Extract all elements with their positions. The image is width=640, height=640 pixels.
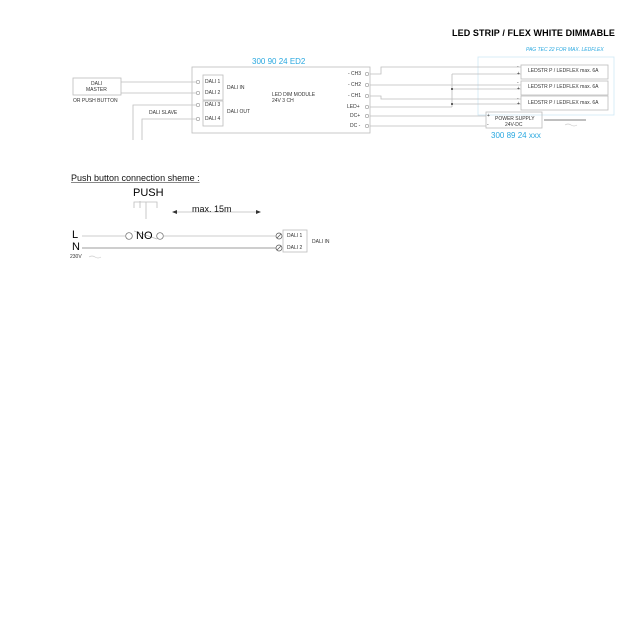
module-input-dali2: DALI 2 bbox=[205, 90, 221, 96]
output-ch1: - CH1 bbox=[348, 93, 362, 99]
push-dali1-label: DALI 1 bbox=[287, 233, 303, 239]
output-led-plus: LED+ bbox=[347, 104, 360, 110]
line-n-label: N bbox=[72, 241, 80, 253]
no-contact-label: NO bbox=[136, 230, 153, 242]
master-label-line2: MASTER bbox=[86, 87, 107, 93]
push-scheme-title: Push button connection sheme : bbox=[71, 173, 200, 183]
line-l-label: L bbox=[72, 229, 79, 241]
output-dc-plus: DC+ bbox=[350, 113, 361, 119]
ledstrip-1-label: LEDSTR P / LEDFLEX max. 6A bbox=[528, 68, 599, 74]
module-name-line2: 24V 3 CH bbox=[272, 98, 294, 104]
psu-plus: + bbox=[487, 113, 490, 119]
ledstrip-2-plus: + bbox=[517, 86, 520, 92]
module-input-dali4: DALI 4 bbox=[205, 116, 221, 122]
distance-label: max. 15m bbox=[192, 204, 232, 214]
module-name-line1: LED DIM MODULE bbox=[272, 92, 316, 98]
dali-slave-label: DALI SLAVE bbox=[149, 110, 178, 116]
diagram-title: LED STRIP / FLEX WHITE DIMMABLE bbox=[452, 28, 615, 38]
push-label: PUSH bbox=[133, 187, 164, 199]
ledstrip-3-plus: + bbox=[517, 101, 520, 107]
output-dc-minus: DC - bbox=[350, 123, 361, 129]
module-input-dali3: DALI 3 bbox=[205, 102, 221, 108]
psu-minus: - bbox=[487, 122, 489, 128]
ledstrip-3-label: LEDSTR P / LEDFLEX max. 6A bbox=[528, 100, 599, 106]
psu-code: 300 89 24 xxx bbox=[491, 131, 541, 140]
psu-label-line2: 24V-DC bbox=[505, 122, 523, 128]
dali-out-group-label: DALI OUT bbox=[227, 109, 251, 115]
push-dali2-label: DALI 2 bbox=[287, 245, 303, 251]
push-dali-in-label: DALI IN bbox=[312, 239, 330, 245]
ledstrip-3-minus: - bbox=[517, 96, 519, 102]
master-alt-label: OR PUSH BUTTON bbox=[73, 98, 118, 104]
ledstrip-1-minus: - bbox=[517, 64, 519, 70]
ledflex-note: PAG TEC 22 FOR MAX. LEDFLEX bbox=[526, 47, 604, 53]
ledstrip-1-plus: + bbox=[517, 71, 520, 77]
voltage-label: 230V bbox=[70, 254, 82, 260]
ledstrip-2-minus: - bbox=[517, 80, 519, 86]
dali-in-group-label: DALI IN bbox=[227, 85, 245, 91]
psu-label-line1: POWER SUPPLY bbox=[495, 116, 535, 122]
output-ch2: - CH2 bbox=[348, 82, 362, 88]
ledstrip-2-label: LEDSTR P / LEDFLEX max. 6A bbox=[528, 84, 599, 90]
module-code: 300 90 24 ED2 bbox=[252, 57, 306, 66]
output-ch3: - CH3 bbox=[348, 71, 362, 77]
module-input-dali1: DALI 1 bbox=[205, 79, 221, 85]
master-label-line1: DALI bbox=[91, 81, 103, 87]
